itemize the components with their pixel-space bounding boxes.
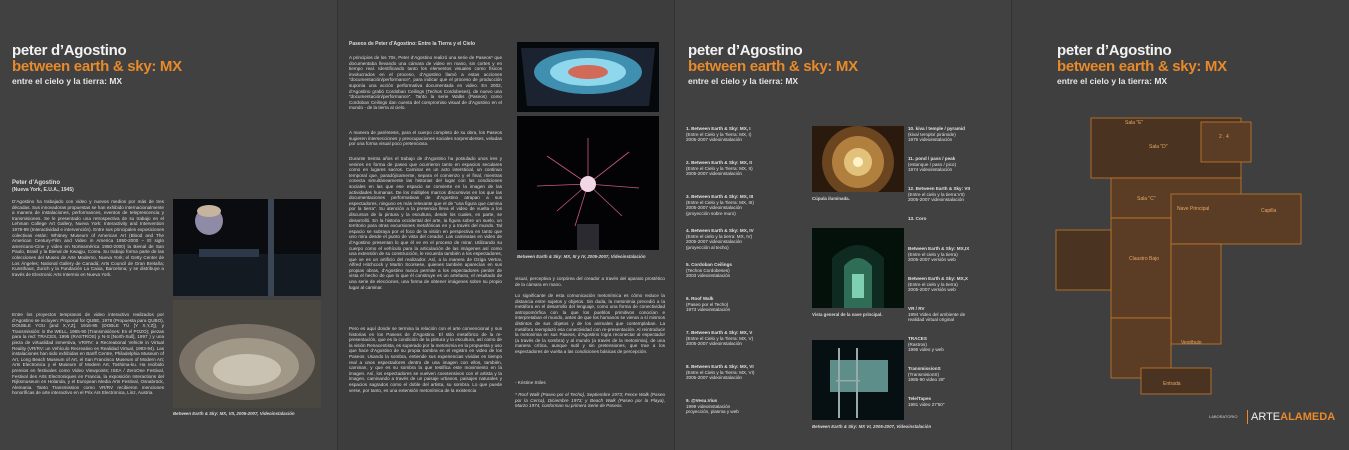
catalog-item-title: Tele/Tapes [908,396,932,401]
logo [1251,411,1335,423]
essay-photo-caption: Between Earth & Sky: MX, III y IV, 2005-2007, Videoinstalación [517,254,646,259]
catalog-item-title: TRACES [908,336,927,341]
catalog-item-title: 5. Cordoban Ceilings [686,262,732,267]
essay-paragraph-2: A manera de paréntesis, para el cuerpo completo de su obra, los Paseos sugieren intersecciones y preocupaciones sociales sorprendentes, veladas por una forma visual poco pretenciosa. [349,130,502,147]
bio-photo-caption: Between Earth & Sky: MX, VII, 2005-2007, Videoinstalación [173,411,295,416]
artist-name-2: peter d’Agostino [688,42,803,59]
catalog-item [908,126,1011,143]
catalog-item-line: (Entre el Cielo y la Tierra: MX, I) [686,131,752,137]
catalog-item [686,194,796,216]
catalog-item-line: (Entre el cielo y la tierra) [908,251,958,257]
plan-label-sala-e: Sala "E" [1125,120,1144,126]
catalog-item-line: (Entre el cielo y la tierra) [908,281,958,287]
catalog-item-line: 2005-2007 videoinstalación [686,341,742,347]
catalog-item-title: 1. Between Earth & Sky: MX, I [686,126,751,131]
catalog-item-line: (TransmisionS) [908,371,939,377]
plan-label-nave: Nave Principal [1177,206,1210,212]
catalog-item [908,366,1011,383]
photo-scaffold-installation [812,340,904,420]
catalog-item-line: 2003 videoinstalación [686,273,731,279]
panel-essay [337,0,674,450]
photo-ceiling-projection [517,42,659,112]
fold-2 [674,0,675,450]
catalog-item-line: 1973 videoinstalación [686,307,731,313]
bio-paragraph-1: D’Agostino ha trabajado con video y nuevos medios por más de tres décadas. Sus innovadoras propuestas se han exhibido internacionalmente a manera de instalaciones, performances, eventos de teleprescencia y transmisiones. Se le presentado una retrospectiva de su trabajo en el Lehman College Art Gallery, Nueva York: Interactivity and Intervention 1978-99 (Interactividad e intervención). Entre sus principales exposiciones colectivas están: Whitney Museum of American Art (Blood and The American Century-Film and Video in America 1950-2000 – El siglo americano-Cine y video en Norteamérica 1950-2000) la Bienal de San Paulo, Brasil y la Bienal de Kwagju, Corea. Su trabajo forma parte de las colecciones del Museo de Arte Moderno, Nueva York; el Getty Center de Los Ángeles; National Gallery de Canadá; Arts Council de Gran Bretaña; Kunsthaus, Zurich y la Fundación La Caixa, Barcelona; y se distribuye a través de Electronic Arts Intermix en Nueva York. [12,199,164,277]
catalog-item-line: 1999 videoinstalación [686,403,731,409]
scaffold-caption: Between Earth & Sky: MX VI, 2005-2007, Videoinstalación [812,424,932,429]
catalog-item-line: (Techos Cordobeses) [686,267,730,273]
catalog-item [908,156,1011,173]
exhibition-subtitle: entre el cielo y la tierra: MX [12,76,123,86]
exhibition-title: between earth & sky: MX [12,58,182,75]
catalog-item [908,276,1011,293]
catalog-item-title: 3. Between Earth & Sky: MX, III [686,194,754,199]
catalog-item [908,336,1011,353]
catalog-item-line: (kiva/ templo/ pirámide) [908,131,956,137]
catalog-item-title: Between Earth & Sky: MX,X [908,276,968,281]
plan-label-claustro: Claustro Bajo [1129,256,1160,262]
catalog-item-title: 4. Between Earth & Sky: MX, IV [686,228,754,233]
panel-catalog [674,0,1011,450]
catalog-item-line: (Entre el Cielo y la Tierra: MX, V) [686,335,754,341]
catalog-item [686,398,796,415]
catalog-item-line: (Entre el cielo y la tierra: MX, IV) [686,233,753,239]
catalog-item-title: Between Earth & Sky: MX,IX [908,246,970,251]
catalog-item [908,246,1011,263]
catalog-item [686,160,796,177]
fold-3 [1011,0,1012,450]
plan-label-sala-c: Sala "C" [1137,196,1156,202]
catalog-item-line: 2005-2007 videoinstalación [686,205,742,211]
catalog-item-line: (proyección al techo) [686,244,729,250]
logo-part-2: ALAMEDA [1280,411,1336,423]
catalog-item-line: (Entre el Cielo y la Tierra: MX, II) [686,165,753,171]
catalog-item-title: TransmissionS [908,366,941,371]
essay-footnote: * Roof Walk (Paseo por el Techo), Septiembre 1973; Fence Walk (Paseo por la Cerca), Diciembre 1973; y Beach Walk (Paseo por la Playa), Marzo 1974, conforman su primera Serie de Paseos. [515,392,665,409]
catalog-item-line: 2005-2007 versión web [908,287,956,293]
floor-plan [1051,110,1311,400]
essay-signature: - Kristine Stiles [515,380,546,385]
bio-origin: (Nueva York, E.U.A., 1945) [12,187,74,193]
exhibition-subtitle-3: entre el cielo y la tierra: MX [1057,76,1168,86]
dome-caption: Cúpula iluminada. [812,196,850,201]
catalog-item-line: (Entre el Cielo y la Tierra: MX, III) [686,199,754,205]
essay-heading: Paseos de Peter d’Agostino: Entre la Tierra y el Cielo [349,41,476,47]
exhibition-subtitle-2: entre el cielo y la tierra: MX [688,76,799,86]
catalog-item-line: 2005-2007 versión web [908,257,956,263]
catalog-item-line: 2005-2007 videoinstalación [686,137,742,143]
catalog-item-line: 2005-2007 videoinstalación [686,375,742,381]
catalog-item [686,262,796,279]
catalog-item-line: (Entre el cielo y la tierra:VII) [908,191,965,197]
photo-inverted-figure [173,199,321,296]
exhibition-title-2: between earth & sky: MX [688,58,858,75]
catalog-item [686,330,796,347]
catalog-item-line: (estanque / paso / pico) [908,161,957,167]
catalog-item [908,306,1011,323]
essay-paragraph-3: Durante treinta años el trabajo de d’Agostino ha postulado unos ires y venires en forma de paseo que ocurrieron tanto en espacios seculares como en lugares sacros. Caminar es un acto intersticial, un continuo temporal que, paradójicamente, separa el comienzo y el final, mientras conecta simultáneamente las historias del lugar con las condiciones sociales en las que ese espacio se convierte en la imagen de las actividades humanas. De los múltiples marcos discursivos en los que las documentaciones performativas de d’Agostino atrapan a sus espectadores, ninguno es más relevante que el de “una figura que camina por la tierra”. Su atención a la presencia lleva el video de vuelta a los discursos de la pintura y la escultura, desde los cuales, en parte, se desarrolló. En la historia occidental del arte, la figura sobre un suelo, un territorio para otras excursiones metafóricas en y a través del mundo. Tal espacio se subraya por el foco de la visión en perspectiva en tanto que uno mira desde el punto de vista del creador. Las caminatas en video de d’Agostino presentan lo que él ve en el proceso de mirar. Utilizando su cuerpo como el vehículo para la articulación de las imágenes así como una extensión de su construcción, le recuerda también a los espectadores, que ve es un artificio del realizador. Así, a la manera de Dziga Vertov, Alfred Hitchcock y Martin Scorsese, quienes también aparecían en sus propias obras, d’Agostino nunca permite a los espectadores perder de vista el hecho de que lo que él construye es un artefacto, el resultado de una serie de elecciones, una forma de obtener imágenes sobre su propio lugar al caminar. [349,156,502,290]
logo-part-1: ARTE [1251,411,1281,423]
catalog-item-line: 1981 video 27'50" [908,401,945,407]
catalog-item-title: VR / RV [908,306,925,311]
plan-label-vestibulo: Vestíbulo [1181,340,1202,346]
catalog-item-line: 1975 videoinstalación [908,137,953,143]
photo-stone-basin [173,300,321,408]
catalog-item-title: 8. Between Earth & Sky: MX, VI [686,364,754,369]
catalog-item-line: proyección, plasma y web [686,409,739,415]
catalog-item-line: (Rastros) [908,341,927,347]
artist-name-3: peter d’Agostino [1057,42,1172,59]
logo-divider [1247,410,1248,424]
essay-col2-paragraph-2: Lo significante de esta comunicación metonímica es cómo reduce la distancia entre sujetos y objetos. Sin duda, la metonimia precedió a la metáfora en el desarrollo del lenguaje, como una forma de conectividad antropomórfica con la que los pueblos primitivos conocían e interpretaban el mundo, antes de que los humanos se vieran a sí mismos distintos de sus objetos y de los animales que contemplaban. La metáfora reemplazó esa conectividad con re-presentación. Al reintroducir la metonimia en sus Paseos, d’Agostino logra reconectar al espectador (a través de la sombra) y al mundo (a través de la metonimia), de una manera crítica, aunque sutil y sin pretensiones, que trae a los espectadores de vuelta a las condiciones básicas de percepción. [515,293,665,354]
catalog-item [686,364,796,381]
catalog-item-title: 9. @Vesu.Vius [686,398,718,403]
essay-paragraph-4: Pero es aquí donde se termina la relación con el arte convencional y sus historias en los Paseos de d’Agostino. El stilo metafórico de la re-presentación, que es la condición de la pintura y la escultura, así como de la visión Renacentista, es superado por la metonimia en la propuesta y uso que hace d’Agostino de su propia sombra en el registro en video de los Paseos. Usando la sombra, entiende sus experiencias vividas en tiempo real a unos espectadores dentro de una imagen con ellos, también, caminan, y que es su sombra la que testifica este movimiento en la imagen. Así, los espectadores se vuelven coextensivos con el artista y la imagen, caminando a través de un paisaje urbanos, paisajes naturales y espacios sagrados como el doble del artista, su sombra. Lo que puede verse, por tanto, es una extensión metonímica de la existencia [349,326,502,393]
panel-biography [0,0,337,450]
catalog-item-line: 1985-90 video 28" [908,377,946,383]
catalog-item [686,228,796,250]
catalog-item-line: 2005-2007 videoinstalación [686,171,742,177]
photo-main-nave [812,228,904,308]
essay-col2-paragraph-1: visual, perceptiva y corpórea del creador a través del aparato prostético de la cámara en mano. [515,276,665,287]
catalog-item [908,186,1011,203]
bio-heading: Peter d’Agostino [12,180,61,186]
catalog-item-line: realidad virtual original [908,317,954,323]
exhibition-title-3: between earth & sky: MX [1057,58,1227,75]
photo-plasma-sphere [517,116,659,250]
catalog-item-title: 7. Between Earth & Sky: MX, V [686,330,753,335]
catalog-item-title: 13. Coro [908,216,927,221]
catalog-item-line: (proyección sobre muro) [686,210,736,216]
catalog-item-title: 12. Between Earth & Sky: VII [908,186,971,191]
bio-paragraph-2: Entre los proyectos tempranos de video interactivo realizados por d’Agostino se incluyen: Proposal for QUBE, 1978 (Propuesta para QUBO), DOUBLE YOU [and X,Y,Z], 1916-85 (DOBLE TÚ [Y X,Y,Z]), y Transmissión: in the WELL, 1985-90 (Transmisiónes: En el POZO); piezas para la red: TRACES, 1995 (RASTROS) y N-S [North-Sull], 1997 ) y una pieza de virtualidad inmersiva, VR/RV: a Recreational Vehicle in Virtual Reality (VR/RV: un Vehículo Recreativo en Realidad Virtual, 1993-94). Las instalaciones han sido exhibidas en Banff Centre, Philadelphia Museum of Art, Long Beach Museum of Art, el San Francisco Museum of Modern Art; Arts Electronica y el Museum of Modern Art, Toshima-ku. Ha recibido premios en festivales como Video Viewpoints; ISEA / ZeroOne Festival, Festival des Arts Electroniques en Francia, la exposición Interactions del Rijksmuseum en Holanda, y el European Media Arts Festival, Osnabrück, Alemania. Tanto Transmission como VR/RV recibieron menciones honoríficas de arte interactivo en el Prix Ars Electronica, Linz, Austria. [12,312,164,396]
photo-illuminated-dome [812,126,904,192]
plan-label-sala-d: Sala "D" [1149,144,1168,150]
nave-caption: Vista general de la nave principal. [812,312,883,317]
plan-label-2-4: 2 . 4 [1219,134,1229,140]
catalog-item-title: 10. kiva / temple / pyramid [908,126,965,131]
plan-label-capilla: Capilla [1261,208,1277,214]
catalog-item-line: 1995 video y web [908,347,944,353]
essay-paragraph-1: A principios de los 70s, Peter d’Agostino realizó una serie de Paseos* que documentaba llevando una cámara de video en mano, sin cortes y en tiempo real. Identificando tanto los elementos visuales como físicos involucrados en el proceso, d’Agostino llamó a estas acciones “documentación/performance”, para indicar que el proceso de producción suponía una acción performativa documentada en video. En 2002, d’Agostino grabó Cordoban Ceilings (Techos Cordobeses), de nuevo una “documentación/performance”. Tanto la serie Walks (Paseos) como Cordoban Ceilings dan cuenta del compromiso visual de d’Agostino en el mundo - de la tierra al cielo. [349,55,502,111]
artist-name: peter d’Agostino [12,42,127,59]
catalog-item [686,296,796,313]
catalog-item [686,126,796,143]
logo-small: LABORATORIO [1209,414,1238,419]
catalog-item [908,396,1011,407]
catalog-item-line: (Entre el Cielo y la Tierra: MX, VI) [686,369,755,375]
plan-label-entrada: Entrada [1163,381,1181,387]
catalog-item-title: 2. Between Earth & Sky: MX, II [686,160,752,165]
fold-1 [337,0,338,450]
catalog-item-title: 6. Roof Walk [686,296,714,301]
catalog-item-line: 1994 Video del ambiente de [908,311,966,317]
catalog-item-line: (Paseo por el Techo) [686,301,729,307]
panel-floor-plan [1011,0,1349,450]
catalog-item-line: 2005-2007 videoinstalación [908,197,964,203]
catalog-item-title: 11. pond / pass / peak [908,156,956,161]
catalog-item-line: 1974 videoinstalación [908,167,953,173]
catalog-item [908,216,1011,222]
catalog-item-line: 2005-2007 videoinstalación [686,239,742,245]
